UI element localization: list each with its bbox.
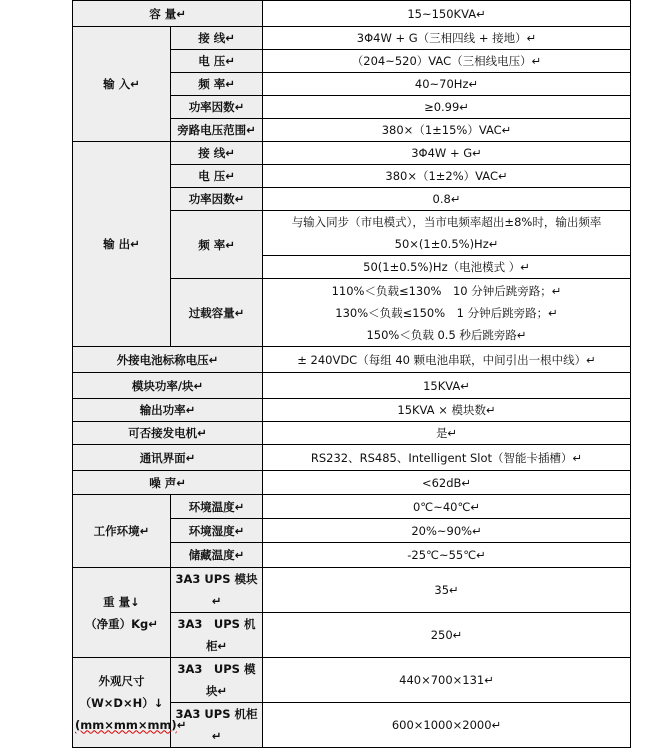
output-frequency-line1: 与输入同步（市电模式），当市电频率超出±8%时，输出频率 (291, 215, 602, 229)
table-row (73, 445, 631, 471)
env-temp-value: 0℃~40℃↵ (263, 495, 631, 519)
ups-spec-table (72, 0, 631, 748)
dimensions-group-label (73, 658, 177, 748)
input-voltage-value: （204~520）VAC（三相线电压）↵ (263, 50, 631, 73)
noise-label: 噪 声↵ (73, 471, 263, 495)
table-row (73, 471, 631, 495)
output-overload-value (263, 279, 631, 347)
overload-line2: 130%＜负载≤150% 1 分钟后跳旁路；↵ (335, 305, 558, 320)
output-frequency-line2: 50×(1±0.5%)Hz↵ (394, 237, 499, 251)
weight-module-value: 35↵ (263, 568, 631, 613)
env-storage-label: 储藏温度↵ (171, 543, 263, 568)
table-row (73, 347, 631, 373)
input-wiring-value: 3Φ4W + G（三相四线 + 接地）↵ (263, 27, 631, 50)
output-wiring-value: 3Φ4W + G↵ (263, 142, 631, 165)
comm-value: RS232、RS485、Intelligent Slot（智能卡插槽）↵ (263, 445, 631, 471)
module-power-label: 模块功率/块↵ (73, 373, 263, 399)
overload-line1: 110%＜负载≤130% 10 分钟后跳旁路；↵ (331, 283, 562, 298)
output-voltage-value: 380×（1±2%）VAC↵ (263, 165, 631, 188)
input-frequency-value: 40~70Hz↵ (263, 73, 631, 96)
table-row (73, 422, 631, 445)
env-humidity-value: 20%~90%↵ (263, 519, 631, 543)
input-frequency-label: 频 率↵ (171, 73, 263, 96)
table-row (73, 373, 631, 399)
dimensions-module-label: 3A3 UPS 模块↵ (171, 658, 263, 703)
table-row (73, 495, 631, 519)
output-overload-label: 过载容量↵ (171, 279, 263, 347)
output-frequency-value (263, 211, 631, 256)
input-pf-label: 功率因数↵ (171, 96, 263, 119)
table-row (73, 568, 631, 613)
dimensions-label-line1: 外观尺寸 (98, 673, 145, 688)
output-pf-label: 功率因数↵ (171, 188, 263, 211)
weight-label-line1: 重 量↓ (103, 594, 140, 609)
input-pf-value: ≥0.99↵ (263, 96, 631, 119)
weight-module-label: 3A3 UPS 模块↵ (171, 568, 263, 613)
input-group-label: 输 入↵ (73, 27, 171, 142)
dimensions-cabinet-value: 600×1000×2000↵ (263, 703, 631, 748)
weight-group-label (73, 568, 171, 658)
input-voltage-label: 电 压↵ (171, 50, 263, 73)
generator-label: 可否接发电机↵ (73, 422, 263, 445)
table-row (73, 399, 631, 422)
env-humidity-label: 环境湿度↵ (171, 519, 263, 543)
output-group-label: 输 出↵ (73, 142, 171, 347)
module-power-value: 15KVA↵ (263, 373, 631, 399)
capacity-label: 容 量↵ (73, 1, 263, 27)
dimensions-cabinet-label: 3A3 UPS 机柜↵ (171, 703, 263, 748)
generator-value: 是↵ (263, 422, 631, 445)
capacity-value: 15~150KVA↵ (263, 1, 631, 27)
output-wiring-label: 接 线↵ (171, 142, 263, 165)
table-row (73, 27, 631, 50)
output-frequency-battery-value: 50(1±0.5%)Hz（电池模式 ）↵ (263, 256, 631, 279)
input-bypass-label: 旁路电压范围↵ (171, 119, 263, 142)
output-power-value: 15KVA × 模块数↵ (263, 399, 631, 422)
weight-cabinet-value: 250↵ (263, 613, 631, 658)
output-frequency-label: 频 率↵ (171, 211, 263, 279)
input-bypass-value: 380×（1±15%）VAC↵ (263, 119, 631, 142)
dimensions-units-text: (mm×mm×mm) (75, 717, 177, 732)
dimensions-label-line2: （W×D×H）↓ (79, 695, 164, 710)
dimensions-label-line3 (75, 714, 177, 736)
weight-cabinet-label: 3A3 UPS 机柜↵ (171, 613, 263, 658)
dimensions-module-value: 440×700×131↵ (263, 658, 631, 703)
weight-label-line2: （净重）Kg↵ (85, 616, 158, 631)
battery-voltage-value: ± 240VDC（每组 40 颗电池串联，中间引出一根中线）↵ (263, 347, 631, 373)
table-row (73, 658, 631, 703)
input-wiring-label: 接 线↵ (171, 27, 263, 50)
output-power-label: 输出功率↵ (73, 399, 263, 422)
output-voltage-label: 电 压↵ (171, 165, 263, 188)
table-row (73, 1, 631, 27)
comm-label: 通讯界面↵ (73, 445, 263, 471)
env-storage-value: -25℃~55℃↵ (263, 543, 631, 568)
env-temp-label: 环境温度↵ (171, 495, 263, 519)
environment-group-label: 工作环境↵ (73, 495, 171, 568)
noise-value: <62dB↵ (263, 471, 631, 495)
table-row (73, 142, 631, 165)
battery-voltage-label: 外接电池标称电压↵ (73, 347, 263, 373)
overload-line3: 150%＜负载 0.5 秒后跳旁路↵ (366, 327, 527, 342)
output-pf-value: 0.8↵ (263, 188, 631, 211)
